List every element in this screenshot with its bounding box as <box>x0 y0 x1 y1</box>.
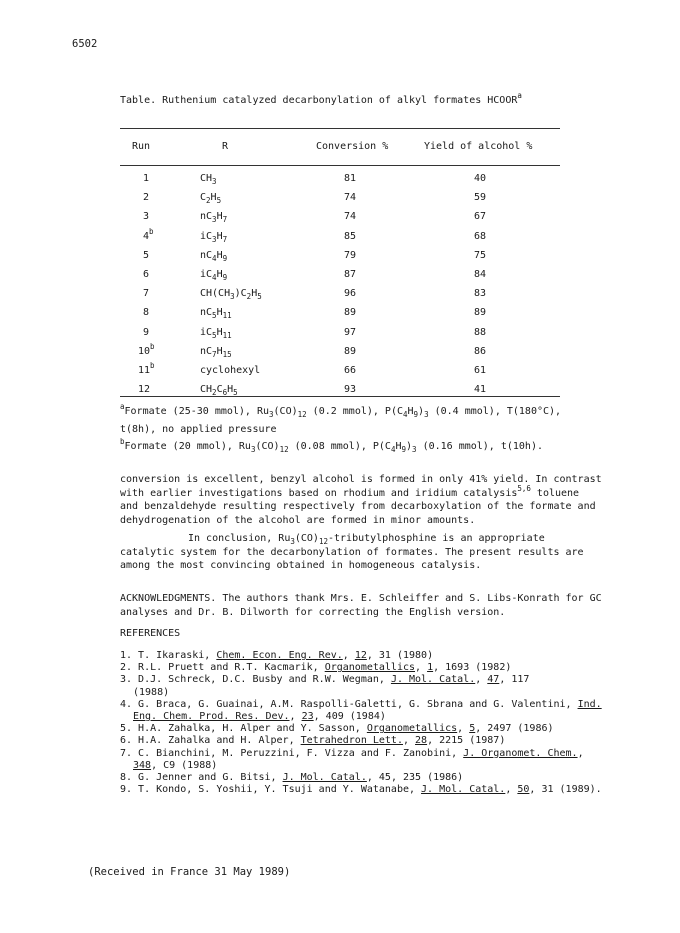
header-conversion: Conversion % <box>316 141 389 152</box>
table-cell-conversion: 93 <box>344 384 357 396</box>
table-cell-r: cyclohexyl <box>200 365 261 376</box>
table-cell-run: 4$^b$ <box>143 226 154 242</box>
table-cell-conversion: 89 <box>344 345 357 357</box>
table-cell-yield: 41 <box>474 384 487 396</box>
table-cell-conversion: 74 <box>344 211 357 223</box>
table-cell-conversion: 89 <box>344 307 357 319</box>
table-bottom-rule <box>120 396 560 397</box>
reference-item-continuation: (1988) <box>133 686 170 698</box>
table-cell-conversion: 66 <box>344 365 357 376</box>
reference-item: 1. T. Ikaraski, Chem. Econ. Eng. Rev., 12, 31 (1980) <box>120 650 434 661</box>
table-cell-run: 12 <box>138 384 151 396</box>
footnote-b: $^b$Formate (20 mmol), $Ru_3(CO)_{12}$ (0.08 mmol), $P(C_4H_9)_3$ (0.16 mmol), t(10h). <box>120 437 543 454</box>
table-cell-r: $C_2H_5$ <box>200 192 222 206</box>
table-cell-conversion: 81 <box>344 173 357 184</box>
reference-item: 4. G. Braca, G. Guainai, A.M. Raspolli-Galetti, G. Sbrana and G. Valentini, Ind. <box>120 698 602 710</box>
table-cell-yield: 59 <box>474 192 487 204</box>
table-cell-run: 11$^b$ <box>138 361 155 376</box>
table-cell-r: $CH_2C_6H_5$ <box>200 384 238 398</box>
table-cell-r: $CH(CH_3)C_2H_5$ <box>200 288 262 302</box>
table-cell-run: 10$^b$ <box>138 341 155 357</box>
paragraph-conclusion-1: conversion is excellent, benzyl alcohol is formed in only 41% yield. In contrast with earlier investigations based on rhodium and iridium catalysis$^{5,6}$ toluene and benzaldehyde resulting respectively from decarboxylation of the formate and dehydrogenation of the alcohol are formed in minor amounts. <box>120 474 602 526</box>
reference-item: 9. T. Kondo, S. Yoshii, Y. Tsuji and Y. Watanabe, J. Mol. Catal., 50, 31 (1989). <box>120 784 602 796</box>
header-run: Run <box>132 141 151 152</box>
header-yield: Yield of alcohol % <box>424 141 533 152</box>
table-cell-run: 5 <box>143 249 150 261</box>
paragraph-conclusion-2: In conclusion, $Ru_3(CO)_{12}$-tributylphosphine is an appropriate catalytic system for the decarbonylation of formates. The present results are among the most convincing obtained in homogeneous catalysis. <box>120 533 584 571</box>
references-list <box>120 650 602 796</box>
table-cell-r: $iC_3H_7$ <box>200 230 228 244</box>
reference-item: 5. H.A. Zahalka, H. Alper and Y. Sasson, Organometallics, 5, 2497 (1986) <box>120 723 554 735</box>
table-cell-yield: 75 <box>474 249 487 261</box>
received-date: (Received in France 31 May 1989) <box>88 866 291 878</box>
table-cell-run: 3 <box>143 211 150 223</box>
table-cell-run: 2 <box>143 192 150 204</box>
reference-item-continuation: Eng. Chem. Prod. Res. Dev., 23, 409 (1984) <box>133 711 386 723</box>
table-cell-yield: 61 <box>474 365 487 376</box>
reference-item: 7. C. Bianchini, M. Peruzzini, F. Vizza and F. Zanobini, J. Organomet. Chem., <box>120 747 584 759</box>
reference-item: 6. H.A. Zahalka and H. Alper, Tetrahedron Lett., 28, 2215 (1987) <box>120 735 506 747</box>
references-heading: REFERENCES <box>120 628 181 639</box>
table-cell-conversion: 74 <box>344 192 357 204</box>
reference-item: 3. D.J. Schreck, D.C. Busby and R.W. Wegman, J. Mol. Catal., 47, 117 <box>120 674 530 686</box>
table-cell-r: $CH_3$ <box>200 173 217 186</box>
footnote-a: $^a$Formate (25-30 mmol), $Ru_3(CO)_{12}$ (0.2 mmol), $P(C_4H_9)_3$ (0.4 mmol), T(180°C), <box>120 402 562 419</box>
table-cell-run: 1 <box>143 173 150 184</box>
table-cell-yield: 84 <box>474 269 487 280</box>
table-cell-yield: 68 <box>474 230 487 242</box>
reference-item: 2. R.L. Pruett and R.T. Kacmarik, Organometallics, 1, 1693 (1982) <box>120 662 512 674</box>
table-cell-conversion: 79 <box>344 249 357 261</box>
table-cell-yield: 86 <box>474 345 487 357</box>
table-cell-yield: 88 <box>474 326 487 338</box>
table-cell-yield: 89 <box>474 307 487 319</box>
table-cell-run: 7 <box>143 288 150 300</box>
table-cell-r: $nC_3H_7$ <box>200 211 228 225</box>
page-number: 6502 <box>72 38 98 50</box>
table-cell-yield: 83 <box>474 288 487 300</box>
table-cell-run: 6 <box>143 269 150 280</box>
reference-item-continuation: 348, C9 (1988) <box>133 759 218 771</box>
table-cell-r: $nC_4H_9$ <box>200 249 228 263</box>
footnote-a-line2: t(8h), no applied pressure <box>120 424 277 435</box>
table-cell-r: $nC_7H_{15}$ <box>200 345 232 359</box>
table-header-rule <box>120 165 560 166</box>
table-cell-conversion: 87 <box>344 269 357 280</box>
table-cell-conversion: 96 <box>344 288 357 300</box>
table-caption: Table. Ruthenium catalyzed decarbonylation of alkyl formates HCOOR$^a$ <box>120 91 522 106</box>
table-cell-r: $nC_5H_{11}$ <box>200 307 232 321</box>
table-cell-r: $iC_5H_{11}$ <box>200 326 232 340</box>
reference-item: 8. G. Jenner and G. Bitsi, J. Mol. Catal., 45, 235 (1986) <box>120 772 464 784</box>
table-cell-yield: 40 <box>474 173 487 184</box>
table-cell-conversion: 85 <box>344 230 357 242</box>
table-cell-run: 9 <box>143 326 150 338</box>
header-r: R <box>222 141 229 152</box>
table-cell-r: $iC_4H_9$ <box>200 269 228 282</box>
table-top-rule <box>120 128 560 129</box>
table-cell-yield: 67 <box>474 211 487 223</box>
table-cell-conversion: 97 <box>344 326 357 338</box>
table-cell-run: 8 <box>143 307 150 319</box>
acknowledgments: ACKNOWLEDGMENTS. The authors thank Mrs. E. Schleiffer and S. Libs-Konrath for GC analyses and Dr. B. Dilworth for correcting the English version. <box>120 593 602 618</box>
